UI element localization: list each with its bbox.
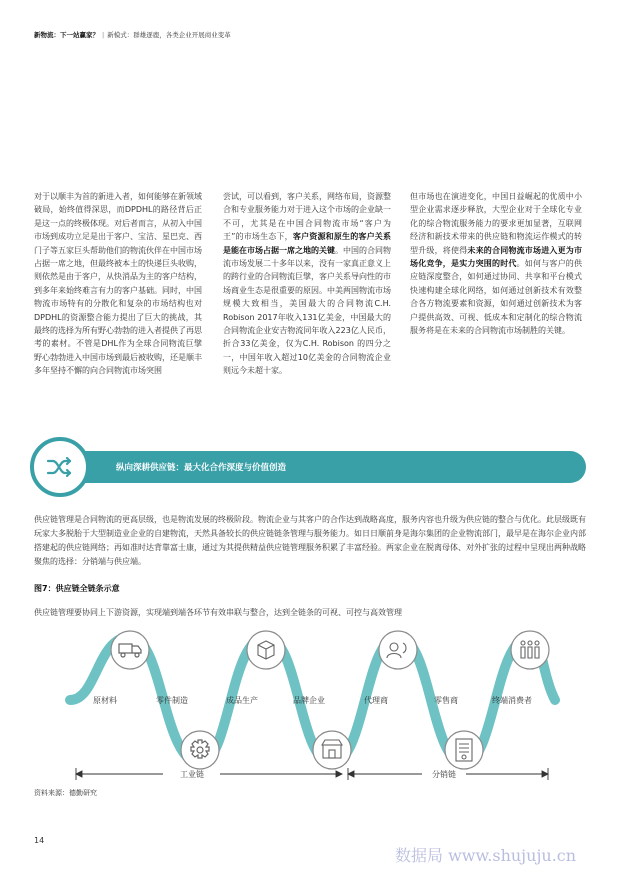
stage-label-3: 成品生产 [226, 696, 258, 705]
shuffle-icon [46, 453, 74, 481]
stage-label-6: 零售商 [434, 696, 458, 705]
stage-label-5: 代理商 [364, 696, 388, 705]
source-note: 资料来源：德勤研究 [34, 789, 97, 797]
col2-text-a: 尝试，可以看到，客户关系，网络布局，资源整合和专业服务能力对于进入这个市场的企业缺一不可，尤其是在中国合同物流市场“客户为王”的市场生态下， [223, 192, 391, 242]
section-banner-title: 纵向深耕供应链：最大化合作深度与价值创造 [116, 463, 287, 473]
people-network-icon [379, 631, 417, 669]
text-column-1: 对于以顺丰为首的新进入者，如何能够在新领域破局，始终值得深思，而DPDHL的路径背后正是这一点的终极体现。对后者而言，从初入中国市场到成功立足是出于客户、宝洁、星巴克、西门子等五家巨头帮助他们的物流伙伴在中国市场占据一席之地，但最终被本土的快递巨头收购，则依然是由于客户，从快消品为主的客户结构，到多年来始终难言有力的客户基础。同时，中国物流市场特有的分散化和复杂的市场结构也对DPDHL的资源整合能力提出了巨大的挑战，其最终的选择为所有野心勃勃的进入者提供了再思考的素材。不管是DHL作为全球合同物流巨擘野心勃勃进入中国市场到最后被收购，还是顺丰多年坚持不懈的向合同物流市场突围 [34, 192, 202, 376]
header-subsection: 新模式：群雄逐鹿，各类企业开展商业变革 [107, 31, 231, 39]
gear-icon [181, 731, 219, 769]
col2-text-c: 。中国的合同物流市场发展二十多年以来，没有一家真正意义上的跨行业的合同物流巨擘，客户关系导向性的市场商业生态是很重要的原因。中美两国物流市场规模大致相当，美国最大的合同物流C.H. Robison 2017年收入131亿美金，中国最大的合同物流企业安吉物流同年收入223亿人民币，折合33亿美金，仅为C.H. Robison 的四分之一，中国年收入超过10亿美金的合同物流企业则远今未超十家。 [223, 245, 391, 376]
col2-highlight: 客户资源和原生的客户关系是能在市场占据一席之地的关键 [223, 232, 391, 255]
section-banner [30, 450, 586, 484]
cube-network-icon [247, 631, 285, 669]
page-number: 14 [34, 836, 45, 845]
stage-label-1: 原材料 [93, 696, 117, 705]
header-separator: | [102, 31, 105, 39]
section-banner-circle [30, 437, 90, 497]
industry-chain-label: 工业链 [180, 770, 204, 779]
stage-label-7: 终端消费者 [492, 696, 532, 705]
body-paragraph: 供应链管理是合同物流的更高层级，也是物流发展的终极阶段。物流企业与其客户的合作达到战略高度，服务内容也升级为供应链的整合与优化。此层级既有玩家大多脱胎于大型制造业企业的自建物流，天然具备较长的供应链链条管理与服务能力。如日日顺前身是海尔集团的企业物流部门，最早是在海尔企业内部搭建起的供应链网络；再如准时达背靠富士康，通过为其提供精益供应链管理服务积累了丰富经验。两家企业在脱离母体、对外扩张的过程中呈现出两种战略聚焦的选择：分销端与供应端。 [34, 515, 586, 566]
group-people-icon [511, 631, 549, 669]
header-section: 新物流：下一站赢家？ [34, 31, 99, 39]
store-icon [313, 731, 351, 769]
text-column-2 [223, 190, 391, 378]
col3-highlight: 未来的合同物流市场进入更为市场化竞争，是实力突围的时代 [410, 245, 583, 269]
page-header [34, 30, 231, 39]
figure-title: 图7：供应链全链条示意 [34, 584, 120, 593]
col3-text-a: 但市场也在演进变化，中国日益崛起的优质中小型企业需求逐步释放，大型企业对于全球化专业化的综合物流服务能力的要求更加显著，互联网经济和新技术带来的供应链和物流运作模式的转型升级，将使得 [410, 192, 582, 255]
col3-text-c: 。如何与客户的供应链深度整合，如何通过协同、共享和平台模式快速构建全球化网络，如何通过创新技术有效整合各方物流要素和资源，如何通过创新技术为客户提供高效、可视、低成本和定制化的综合物流服务将是在未来的合同物流市场制胜的关键。 [410, 259, 583, 336]
stage-label-2: 零件制造 [156, 696, 188, 705]
figure-description: 供应链管理要协同上下游资源，实现端到端各环节有效串联与整合，达到全链条的可视、可控与高效管理 [34, 608, 402, 617]
text-column-3 [410, 190, 582, 337]
stage-label-4: 品牌企业 [293, 696, 325, 705]
truck-icon [111, 631, 149, 669]
document-icon [445, 731, 483, 769]
distribution-chain-label: 分销链 [432, 770, 456, 779]
industry-chain-bracket [76, 768, 342, 780]
supply-chain-diagram [30, 630, 560, 780]
watermark: 数据局 www.shujuju.cn [395, 846, 577, 865]
